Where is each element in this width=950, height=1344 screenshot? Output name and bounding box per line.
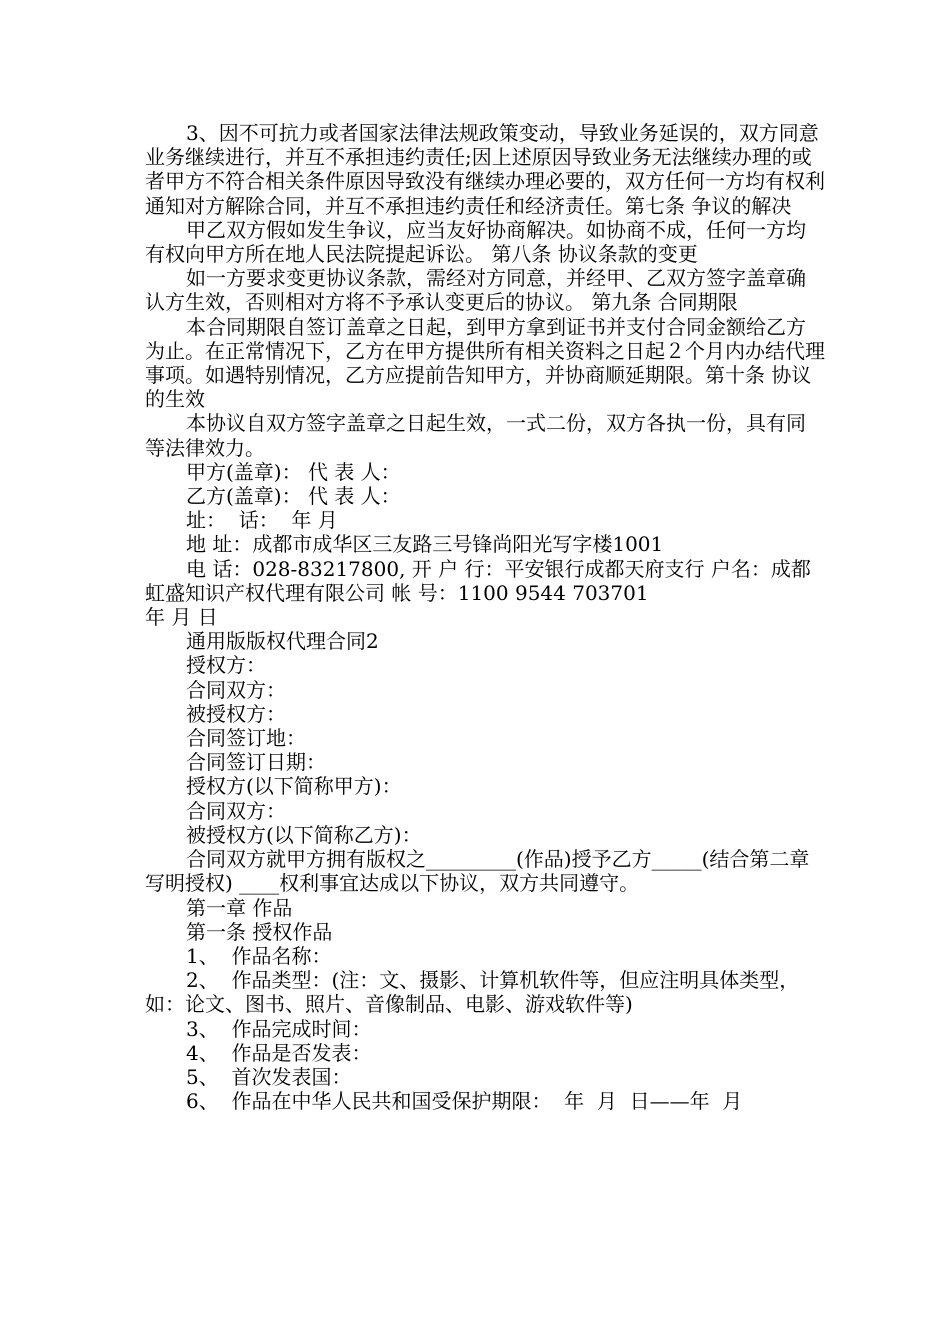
- address-phone-date-line: 址： 话： 年 月: [186, 508, 338, 533]
- item-published: 4、 作品是否发表：: [186, 1040, 372, 1065]
- article-heading: 第一条 授权作品: [186, 919, 333, 944]
- paragraph-force-majeure: 3、因不可抗力或者国家法律法规政策变动，导致业务延误的，双方同意业务继续进行，并互不承担违约责任;因上述原因导致业务无法继续办理的或者甲方不符合相关条件原因导致没有继续办理必要的，双方任何一方均有权利通知对方解除合同，并互不承担违约责任和经济责任。第七条 争议的解决: [145, 121, 825, 218]
- item-work-name: 1、 作品名称：: [186, 943, 332, 968]
- paragraph-agreement-intro: 合同双方就甲方拥有版权之_________(作品)授予乙方_____(结合第二章写明授权) ____权利事宜达成以下协议，双方共同遵守。: [145, 847, 810, 896]
- contract-title: 通用版版权代理合同2: [186, 629, 379, 654]
- paragraph-terms-change: 如一方要求变更协议条款，需经对方同意，并经甲、乙双方签字盖章确认方生效，否则相对方将不予承认变更后的协议。 第九条 合同期限: [145, 266, 806, 315]
- party-b-seal-line: 乙方(盖章)： 代 表 人：: [186, 484, 401, 509]
- paragraph-effectiveness: 本协议自双方签字盖章之日起生效，一式二份，双方各执一份，具有同等法律效力。: [145, 411, 806, 460]
- licensee-line: 被授权方：: [186, 701, 286, 726]
- bank-info-line: 电 话：028-83217800, 开 户 行：平安银行成都天府支行 户名：成都虹盛知识产权代理有限公司 帐 号：1100 9544 703701: [145, 556, 811, 605]
- paragraph-contract-term: 本合同期限自签订盖章之日起，到甲方拿到证书并支付合同金额给乙方为止。在正常情况下，乙方在甲方提供所有相关资料之日起２个月内办结代理事项。如遇特别情况，乙方应提前告知甲方，并协商顺延期限。第十条 协议的生效: [145, 314, 825, 412]
- item-work-type: 2、 作品类型：(注：文、摄影、计算机软件等，但应注明具体类型，如：论文、图书、照片、音像制品、电影、游戏软件等): [145, 968, 800, 1017]
- signing-place-line: 合同签订地：: [186, 726, 306, 751]
- item-completion-time: 3、 作品完成时间：: [186, 1016, 372, 1041]
- party-a-seal-line: 甲方(盖章)： 代 表 人：: [186, 459, 401, 484]
- licensor-abbrev-line: 授权方(以下简称甲方)：: [186, 774, 402, 799]
- paragraph-dispute-resolution: 甲乙双方假如发生争议，应当友好协商解决。如协商不成，任何一方均有权向甲方所在地人民法院提起诉讼。 第八条 协议条款的变更: [145, 217, 806, 267]
- document-body: [145, 121, 825, 1113]
- date-line: 年 月 日: [145, 605, 218, 630]
- parties-line-2: 合同双方：: [186, 798, 286, 823]
- address-line: 地 址：成都市成华区三友路三号锋尚阳光写字楼1001: [186, 532, 664, 557]
- licensee-abbrev-line: 被授权方(以下简称乙方)：: [186, 822, 422, 847]
- item-protection-period: 6、 作品在中华人民共和国受保护期限： 年 月 日——年 月: [186, 1089, 743, 1114]
- parties-line: 合同双方：: [186, 677, 286, 702]
- signing-date-line: 合同签订日期：: [186, 750, 326, 775]
- chapter-heading: 第一章 作品: [186, 895, 293, 920]
- item-first-country: 5、 首次发表国：: [186, 1064, 352, 1089]
- licensor-line: 授权方：: [186, 653, 266, 678]
